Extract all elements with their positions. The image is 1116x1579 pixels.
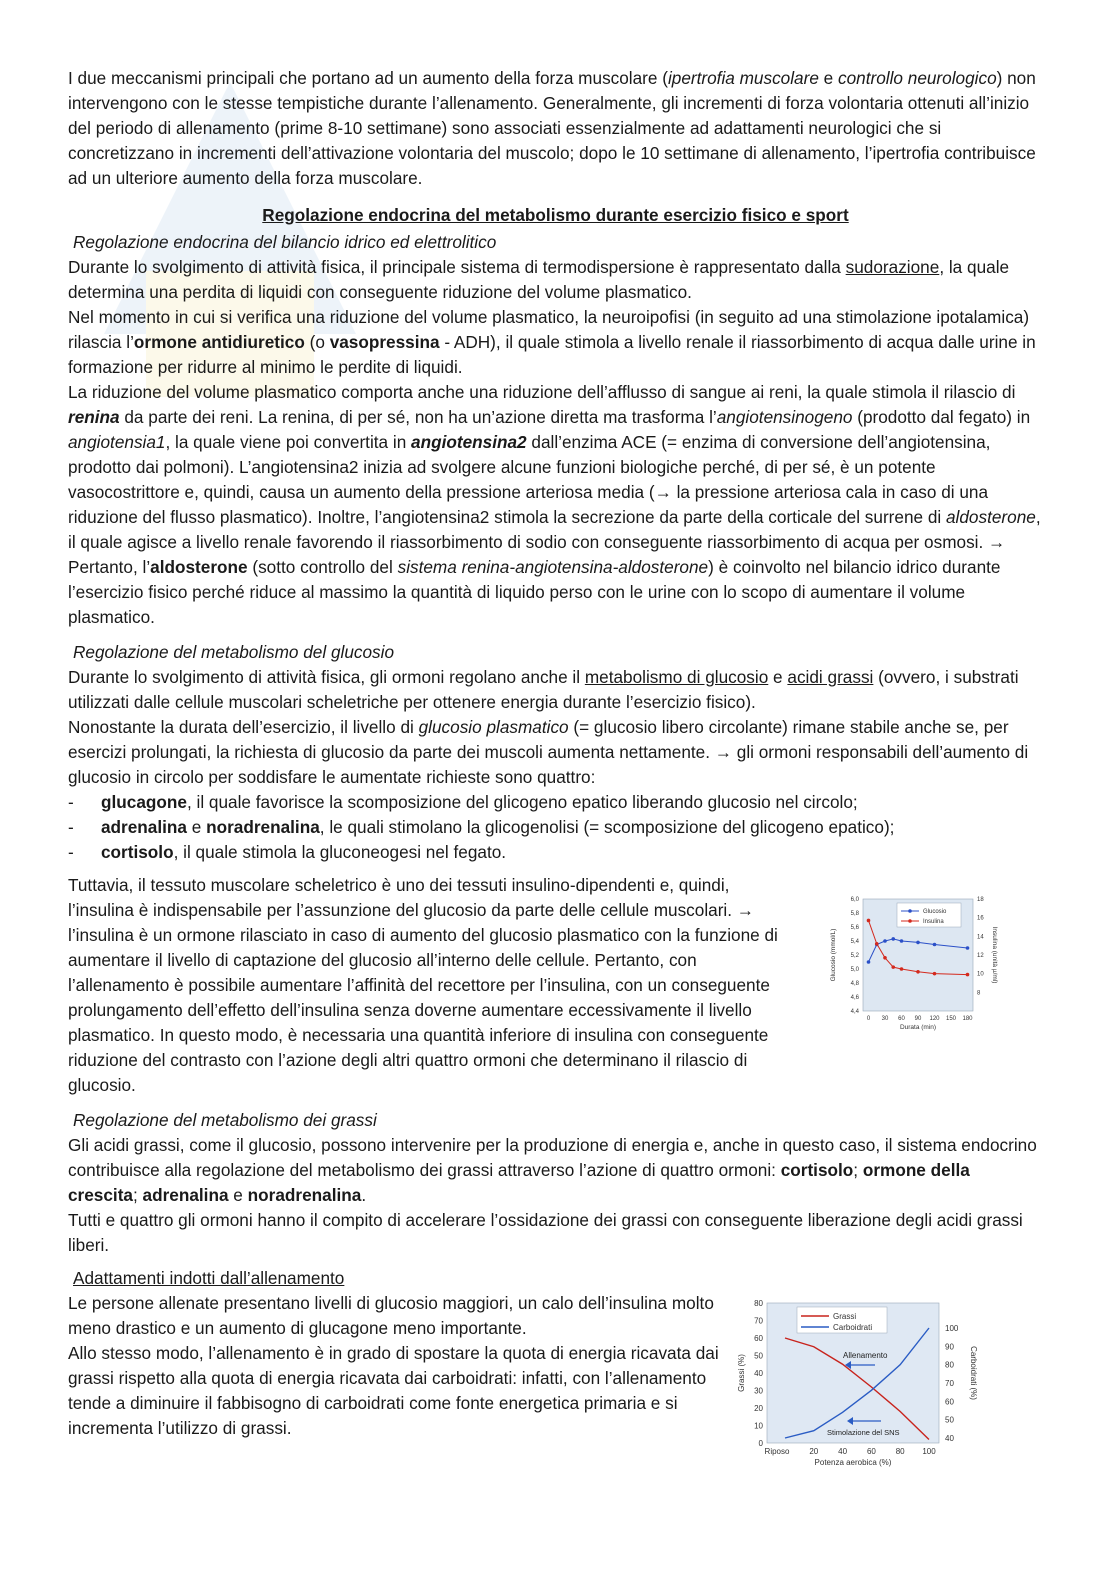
x-tick-label: 90 [914,1016,922,1022]
y2-tick-label: 18 [977,897,984,903]
data-point-insulina [867,919,871,923]
chart-glucosio-insulina [823,891,999,1038]
x-tick-label: 120 [929,1016,940,1022]
y-tick-label: 50 [754,1351,763,1361]
legend-marker-insulina [908,919,912,923]
idrico-paragraph-3: La riduzione del volume plasmatico comporta anche una riduzione dell’afflusso di sangue ai reni, la quale stimola il rilascio di renina da parte dei reni. La renina, di per sé, non ha un’azione diretta ma trasforma l’angiotensinogeno (prodotto dal fegato) in angiotensia1, la quale viene poi convertita in angiotensina2 dall’enzima ACE (= enzima di conversione dell’angiotensina, prodotto dai polmoni). L’angiotensina2 inizia ad svolgere alcune funzioni biologiche perché, di per sé, è un potente vasocostrittore e, quindi, causa un aumento della pressione arteriosa media (→ la pressione arteriosa cala in caso di una riduzione del flusso plasmatico). Inoltre, l’angiotensina2 stimola la secrezione da parte della corticale del surrene di aldosterone, il quale agisce a livello renale favorendo il riassorbimento di sodio con conseguente riassorbimento di acqua per osmosi. → Pertanto, l’aldosterone (sotto controllo del sistema renina-angiotensina-aldosterone) è coinvolto nel bilancio idrico durante l’esercizio fisico perché riduce al massimo la quantità di liquido perso con le urine con lo scopo di aumentare il volume plasmatico. [68,382,1041,627]
data-point-insulina [966,973,970,977]
ormoni-list [68,790,1043,865]
y-tick-label: 5,0 [850,967,859,973]
data-point-glucosio [933,943,937,947]
document-page [68,66,1043,1467]
y-tick-label: 5,8 [850,911,859,917]
y2-tick-label: 40 [945,1434,954,1443]
list-item: - cortisolo, il quale stimola la gluconeogesi nel fegato. [68,840,1043,865]
y2-tick-label: 60 [945,1397,954,1407]
data-point-glucosio [867,960,871,964]
x-tick-label: 0 [866,1016,871,1022]
arrow-icon: → [654,482,672,502]
y-tick-label: 5,4 [850,939,859,945]
y2-tick-label: 100 [945,1324,959,1333]
y2-tick-label: 50 [945,1415,954,1425]
chart-grassi-carboidrati [735,1295,981,1467]
y-tick-label: 20 [754,1404,763,1413]
heading-grassi: Regolazione del metabolismo dei grassi [73,1110,377,1130]
x-tick-label: 80 [895,1447,905,1456]
idrico-paragraph-2: Nel momento in cui si verifica una riduzione del volume plasmatico, la neuroipofisi (in seguito ad una stimolazione ipotalamica) rilascia l’ormone antidiuretico (o vasopressina - ADH), il quale stimola a livello renale il riassorbimento di acqua dalle urine in formazione per ridurre al minimo le perdite di liquidi. [68,307,1036,377]
data-point-insulina [900,967,904,971]
adattamenti-paragraph-2: Allo stesso modo, l’allenamento è in grado di spostare la quota di energia ricavata dai grassi rispetto alla quota di energia ricavata dai carboidrati: infatti, con l’allenamento tende a diminuire il fabbisogno di carboidrati come fonte energetica primaria e si incrementa l’utilizzo di grassi. [68,1343,719,1438]
y-tick-label: 6,0 [850,897,859,903]
x-tick-label: Riposo [764,1447,790,1456]
y-axis-label: Grassi (%) [737,1354,746,1392]
y2-tick-label: 10 [977,971,984,978]
x-tick-label: 20 [809,1447,819,1456]
x-tick-label: 60 [866,1447,876,1456]
y-tick-label: 5,2 [850,953,859,959]
arrow-icon: → [714,742,732,762]
arrow-icon: → [736,900,754,920]
heading-idrico: Regolazione endocrina del bilancio idrico ed elettrolitico [73,232,497,252]
data-point-glucosio [891,937,895,941]
y-tick-label: 30 [754,1386,763,1396]
data-point-insulina [891,965,895,969]
legend-label: Glucosio [923,909,947,915]
y-tick-label: 0 [758,1439,763,1448]
data-point-glucosio [916,941,920,945]
x-tick-label: 60 [898,1016,905,1022]
y-tick-label: 10 [754,1421,763,1431]
adattamenti-paragraph-1: Le persone allenate presentano livelli di glucosio maggiori, un calo dell’insulina molto meno drastico e un aumento di glucagone meno importante. [68,1293,714,1338]
list-item: - adrenalina e noradrenalina, le quali stimolano la glicogenolisi (= scomposizione del glicogeno epatico); [68,815,1043,840]
intro-paragraph: I due meccanismi principali che portano ad un aumento della forza muscolare (ipertrofia muscolare e controllo neurologico) non intervengono con le stesse tempistiche durante l’allenamento. Generalmente, gli incrementi di forza volontaria ottenuti all’inizio del periodo di allenamento (prime 8-10 settimane) sono associati essenzialmente ad adattamenti neurologici che si concretizzano in incrementi dell’attivazione volontaria del muscolo; dopo le 10 settimane di allenamento, l’ipertrofia contribuisce ad un ulteriore aumento della forza muscolare. [68,68,1036,188]
data-point-glucosio [966,946,970,950]
x-tick-label: 180 [962,1016,973,1022]
y-tick-label: 4,6 [850,995,859,1001]
y2-tick-label: 80 [945,1360,954,1370]
data-point-insulina [916,970,920,974]
y2-tick-label: 70 [945,1379,954,1388]
x-tick-label: 30 [881,1016,889,1022]
y2-axis-label: Insulina (unità µ/ml) [991,926,998,984]
grassi-paragraph-2: Tutti e quattro gli ormoni hanno il compito di accelerare l’ossidazione dei grassi con conseguente liberazione degli acidi grassi liberi. [68,1210,1023,1255]
section-title: Regolazione endocrina del metabolismo durante esercizio fisico e sport [262,205,849,225]
y-axis-label: Glucosio (mmol/L) [830,928,837,982]
x-axis-label: Durata (min) [899,1024,937,1031]
legend-label: Insulina [923,919,944,925]
y2-tick-label: 14 [977,934,984,941]
x-tick-label: 40 [838,1447,848,1456]
annotation-sns: Stimolazione del SNS [827,1428,900,1437]
x-tick-label: 100 [922,1447,936,1456]
heading-adattamenti: Adattamenti indotti dall’allenamento [73,1268,345,1288]
y-tick-label: 70 [754,1316,763,1326]
y-tick-label: 4,8 [850,981,859,987]
y2-tick-label: 16 [977,915,984,922]
y2-axis-label: Carboidrati (%) [969,1346,978,1400]
x-tick-label: 150 [945,1016,957,1022]
list-item: - glucagone, il quale favorisce la scomposizione del glicogeno epatico liberando glucosio nel circolo; [68,790,1043,815]
glucosio-paragraph-3: Tuttavia, il tessuto muscolare scheletrico è uno dei tessuti insulino-dipendenti e, quindi, l’insulina è indispensabile per l’assunzione del glucosio da parte delle cellule muscolari. → l’insulina è un ormone rilasciato in caso di aumento del glucosio plasmatico con la funzione di aumentare il livello di captazione del glucosio all’interno delle cellule. Pertanto, con l’allenamento è possibile aumentare l’affinità del recettore per l’insulina, con un conseguente prolungamento dell’effetto dell’insulina senza doverne aumentare eccessivamente il livello plasmatico. In questo modo, è necessaria una quantità inferiore di insulina con conseguente riduzione del contrasto con l’azione degli altri quattro ormoni che determinano il rilascio di glucosio. [68,875,778,1095]
idrico-paragraph-1: Durante lo svolgimento di attività fisica, il principale sistema di termodispersione è rappresentato dalla sudorazione, la quale determina una perdita di liquidi con conseguente riduzione del volume plasmatico. [68,257,1010,302]
y-tick-label: 80 [754,1299,763,1308]
data-point-glucosio [900,939,904,943]
grassi-paragraph-1: Gli acidi grassi, come il glucosio, possono intervenire per la produzione di energia e, anche in questo caso, il sistema endocrino contribuisce alla regolazione del metabolismo dei grassi attraverso l’azione di quattro ormoni: cortisolo; ormone della crescita; adrenalina e noradrenalina. [68,1135,1037,1205]
y-tick-label: 5,6 [850,925,859,931]
y2-tick-label: 90 [945,1342,954,1352]
glucosio-paragraph-1: Durante lo svolgimento di attività fisica, gli ormoni regolano anche il metabolismo di glucosio e acidi grassi (ovvero, i substrati utilizzati dalle cellule muscolari scheletriche per ottenere energia durante l’esercizio fisico). [68,667,1019,712]
data-point-insulina [875,942,879,946]
data-point-insulina [883,956,887,960]
data-point-glucosio [883,939,887,943]
annotation-allenamento: Allenamento [843,1351,888,1360]
y-tick-label: 4,4 [850,1009,859,1015]
legend-marker-glucosio [908,909,912,913]
data-point-insulina [933,972,937,976]
glucosio-paragraph-2: Nonostante la durata dell’esercizio, il livello di glucosio plasmatico (= glucosio libero circolante) rimane stabile anche se, per esercizi prolungati, la richiesta di glucosio da parte dei muscoli aumenta nettamente. → gli ormoni responsabili dell’aumento di glucosio in circolo per soddisfare le aumentate richieste sono quattro: [68,717,1029,787]
heading-glucosio: Regolazione del metabolismo del glucosio [73,642,395,662]
y2-tick-label: 12 [977,953,984,959]
arrow-icon: → [988,532,1006,552]
y-tick-label: 40 [754,1369,763,1378]
y2-tick-label: 8 [977,990,981,997]
x-axis-label: Potenza aerobica (%) [814,1458,892,1467]
legend-label: Grassi [833,1312,857,1321]
y-tick-label: 60 [754,1334,763,1343]
legend-label: Carboidrati [833,1323,873,1332]
